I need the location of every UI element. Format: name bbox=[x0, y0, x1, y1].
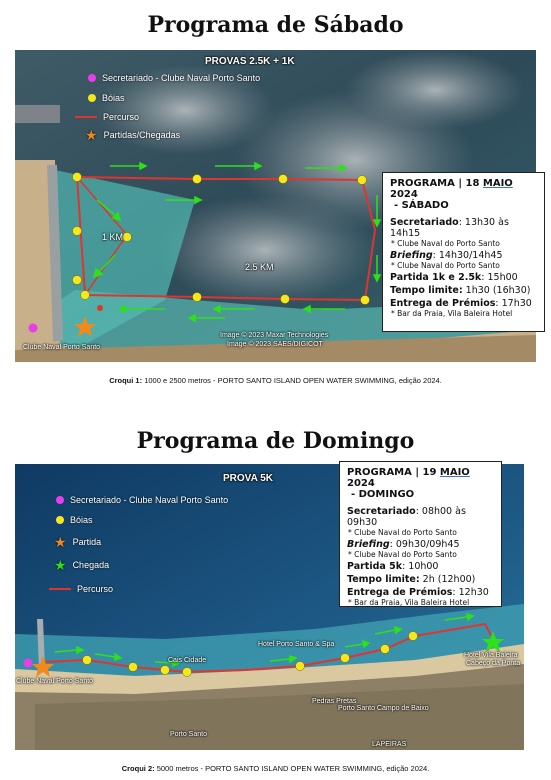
saturday-red-marker bbox=[97, 305, 103, 311]
saturday-note-secretariat: * Clube Naval do Porto Santo bbox=[391, 239, 500, 248]
sunday-label-vila-baleira: Hotel Vila Baleira bbox=[464, 652, 518, 659]
sunday-caption: Croqui 2: 5000 metros - PORTO SANTO ISLAND OPEN WATER SWIMMING, edição 2024. bbox=[121, 764, 430, 773]
magenta-dot-icon bbox=[56, 496, 64, 504]
saturday-secretariat-marker bbox=[29, 324, 38, 333]
saturday-program-title: PROGRAMA | 18 MAIO 2024 - SÁBADO bbox=[390, 178, 513, 211]
saturday-label-2-5km: 2.5 KM bbox=[245, 262, 274, 272]
saturday-credit-2: Image © 2023 SAES/DIGICOT bbox=[227, 341, 323, 348]
sunday-note-awards: * Bar da Praia, Vila Baleira Hotel bbox=[348, 598, 470, 607]
saturday-program-box bbox=[382, 172, 545, 332]
yellow-dot-icon bbox=[88, 94, 96, 102]
sunday-legend-finish: ★ Chegada bbox=[54, 557, 110, 573]
orange-star-icon: ★ bbox=[85, 127, 98, 143]
saturday-caption: Croqui 1: 1000 e 2500 metros - PORTO SANTO ISLAND OPEN WATER SWIMMING, edição 2024. bbox=[109, 376, 442, 385]
sunday-label-lapeiras: LAPEIRAS bbox=[372, 741, 407, 748]
sunday-legend-start: ★ Partida bbox=[54, 534, 102, 550]
saturday-note-briefing: * Clube Naval do Porto Santo bbox=[391, 261, 500, 270]
saturday-map-title: PROVAS 2.5K + 1K bbox=[205, 56, 295, 67]
sunday-legend-secretariat: Secretariado - Clube Naval Porto Santo bbox=[56, 495, 228, 505]
saturday-row-awards: Entrega de Prémios: 17h30 bbox=[390, 298, 532, 309]
sunday-secretariat-marker bbox=[24, 659, 33, 668]
sunday-row-time-limit: Tempo limite: 2h (12h00) bbox=[347, 574, 476, 585]
saturday-label-1km: 1 KM bbox=[102, 232, 124, 242]
saturday-legend-buoys: Bóias bbox=[88, 93, 125, 103]
sunday-heading: Programa de Domingo bbox=[136, 428, 415, 454]
sunday-label-town: Porto Santo bbox=[170, 731, 207, 738]
sunday-row-awards: Entrega de Prémios: 12h30 bbox=[347, 587, 489, 598]
saturday-credit-1: Image © 2023 Maxar Technologies bbox=[220, 332, 329, 339]
saturday-label-place: Clube Naval Porto Santo bbox=[23, 344, 101, 351]
sunday-row-briefing: Briefing: 09h30/09h45 bbox=[347, 539, 460, 550]
saturday-note-awards: * Bar da Praia, Vila Baleira Hotel bbox=[391, 309, 513, 318]
saturday-row-start: Partida 1k e 2.5k: 15h00 bbox=[390, 272, 518, 283]
sunday-program-month-link[interactable]: MAIO bbox=[439, 467, 470, 478]
green-star-icon: ★ bbox=[54, 557, 67, 573]
saturday-legend-secretariat: Secretariado - Clube Naval Porto Santo bbox=[88, 73, 260, 83]
sunday-map-title: PROVA 5K bbox=[223, 473, 274, 484]
saturday-legend-route: Percurso bbox=[75, 112, 139, 122]
orange-star-icon: ★ bbox=[54, 534, 67, 550]
red-line-icon bbox=[75, 116, 97, 118]
sunday-label-cais: Cais Cidade bbox=[168, 657, 207, 664]
sunday-program-title: PROGRAMA | 19 MAIO 2024 - DOMINGO bbox=[347, 467, 470, 500]
saturday-row-time-limit: Tempo limite: 1h30 (16h30) bbox=[390, 285, 531, 296]
saturday-legend-start-finish: ★ Partidas/Chegadas bbox=[85, 127, 181, 143]
sunday-label-cabeco: Cabeço da Ponta bbox=[466, 660, 521, 667]
sunday-note-briefing: * Clube Naval do Porto Santo bbox=[348, 550, 457, 559]
saturday-row-briefing: Briefing: 14h30/14h45 bbox=[390, 250, 503, 261]
saturday-row-secretariat: Secretariado: 13h30 às 14h15 bbox=[390, 217, 509, 239]
sunday-legend-buoys: Bóias bbox=[56, 515, 93, 525]
sunday-label-place: Clube Naval Porto Santo bbox=[16, 678, 94, 685]
yellow-dot-icon bbox=[56, 516, 64, 524]
sunday-row-secretariat: Secretariado: 08h00 às 09h30 bbox=[347, 506, 466, 528]
sunday-label-pedras: Pedras Pretas bbox=[312, 698, 357, 705]
magenta-dot-icon bbox=[88, 74, 96, 82]
saturday-program-month-link[interactable]: MAIO bbox=[482, 178, 513, 189]
saturday-heading: Programa de Sábado bbox=[147, 12, 404, 38]
sunday-label-campo: Porto Santo Campo de Baixo bbox=[338, 705, 429, 712]
red-line-icon bbox=[49, 588, 71, 590]
sunday-note-secretariat: * Clube Naval do Porto Santo bbox=[348, 528, 457, 537]
sunday-row-start: Partida 5k: 10h00 bbox=[347, 561, 439, 572]
sunday-label-hotel: Hotel Porto Santo & Spa bbox=[258, 641, 335, 648]
sunday-legend-route: Percurso bbox=[49, 584, 113, 594]
sunday-program-box bbox=[339, 461, 502, 607]
